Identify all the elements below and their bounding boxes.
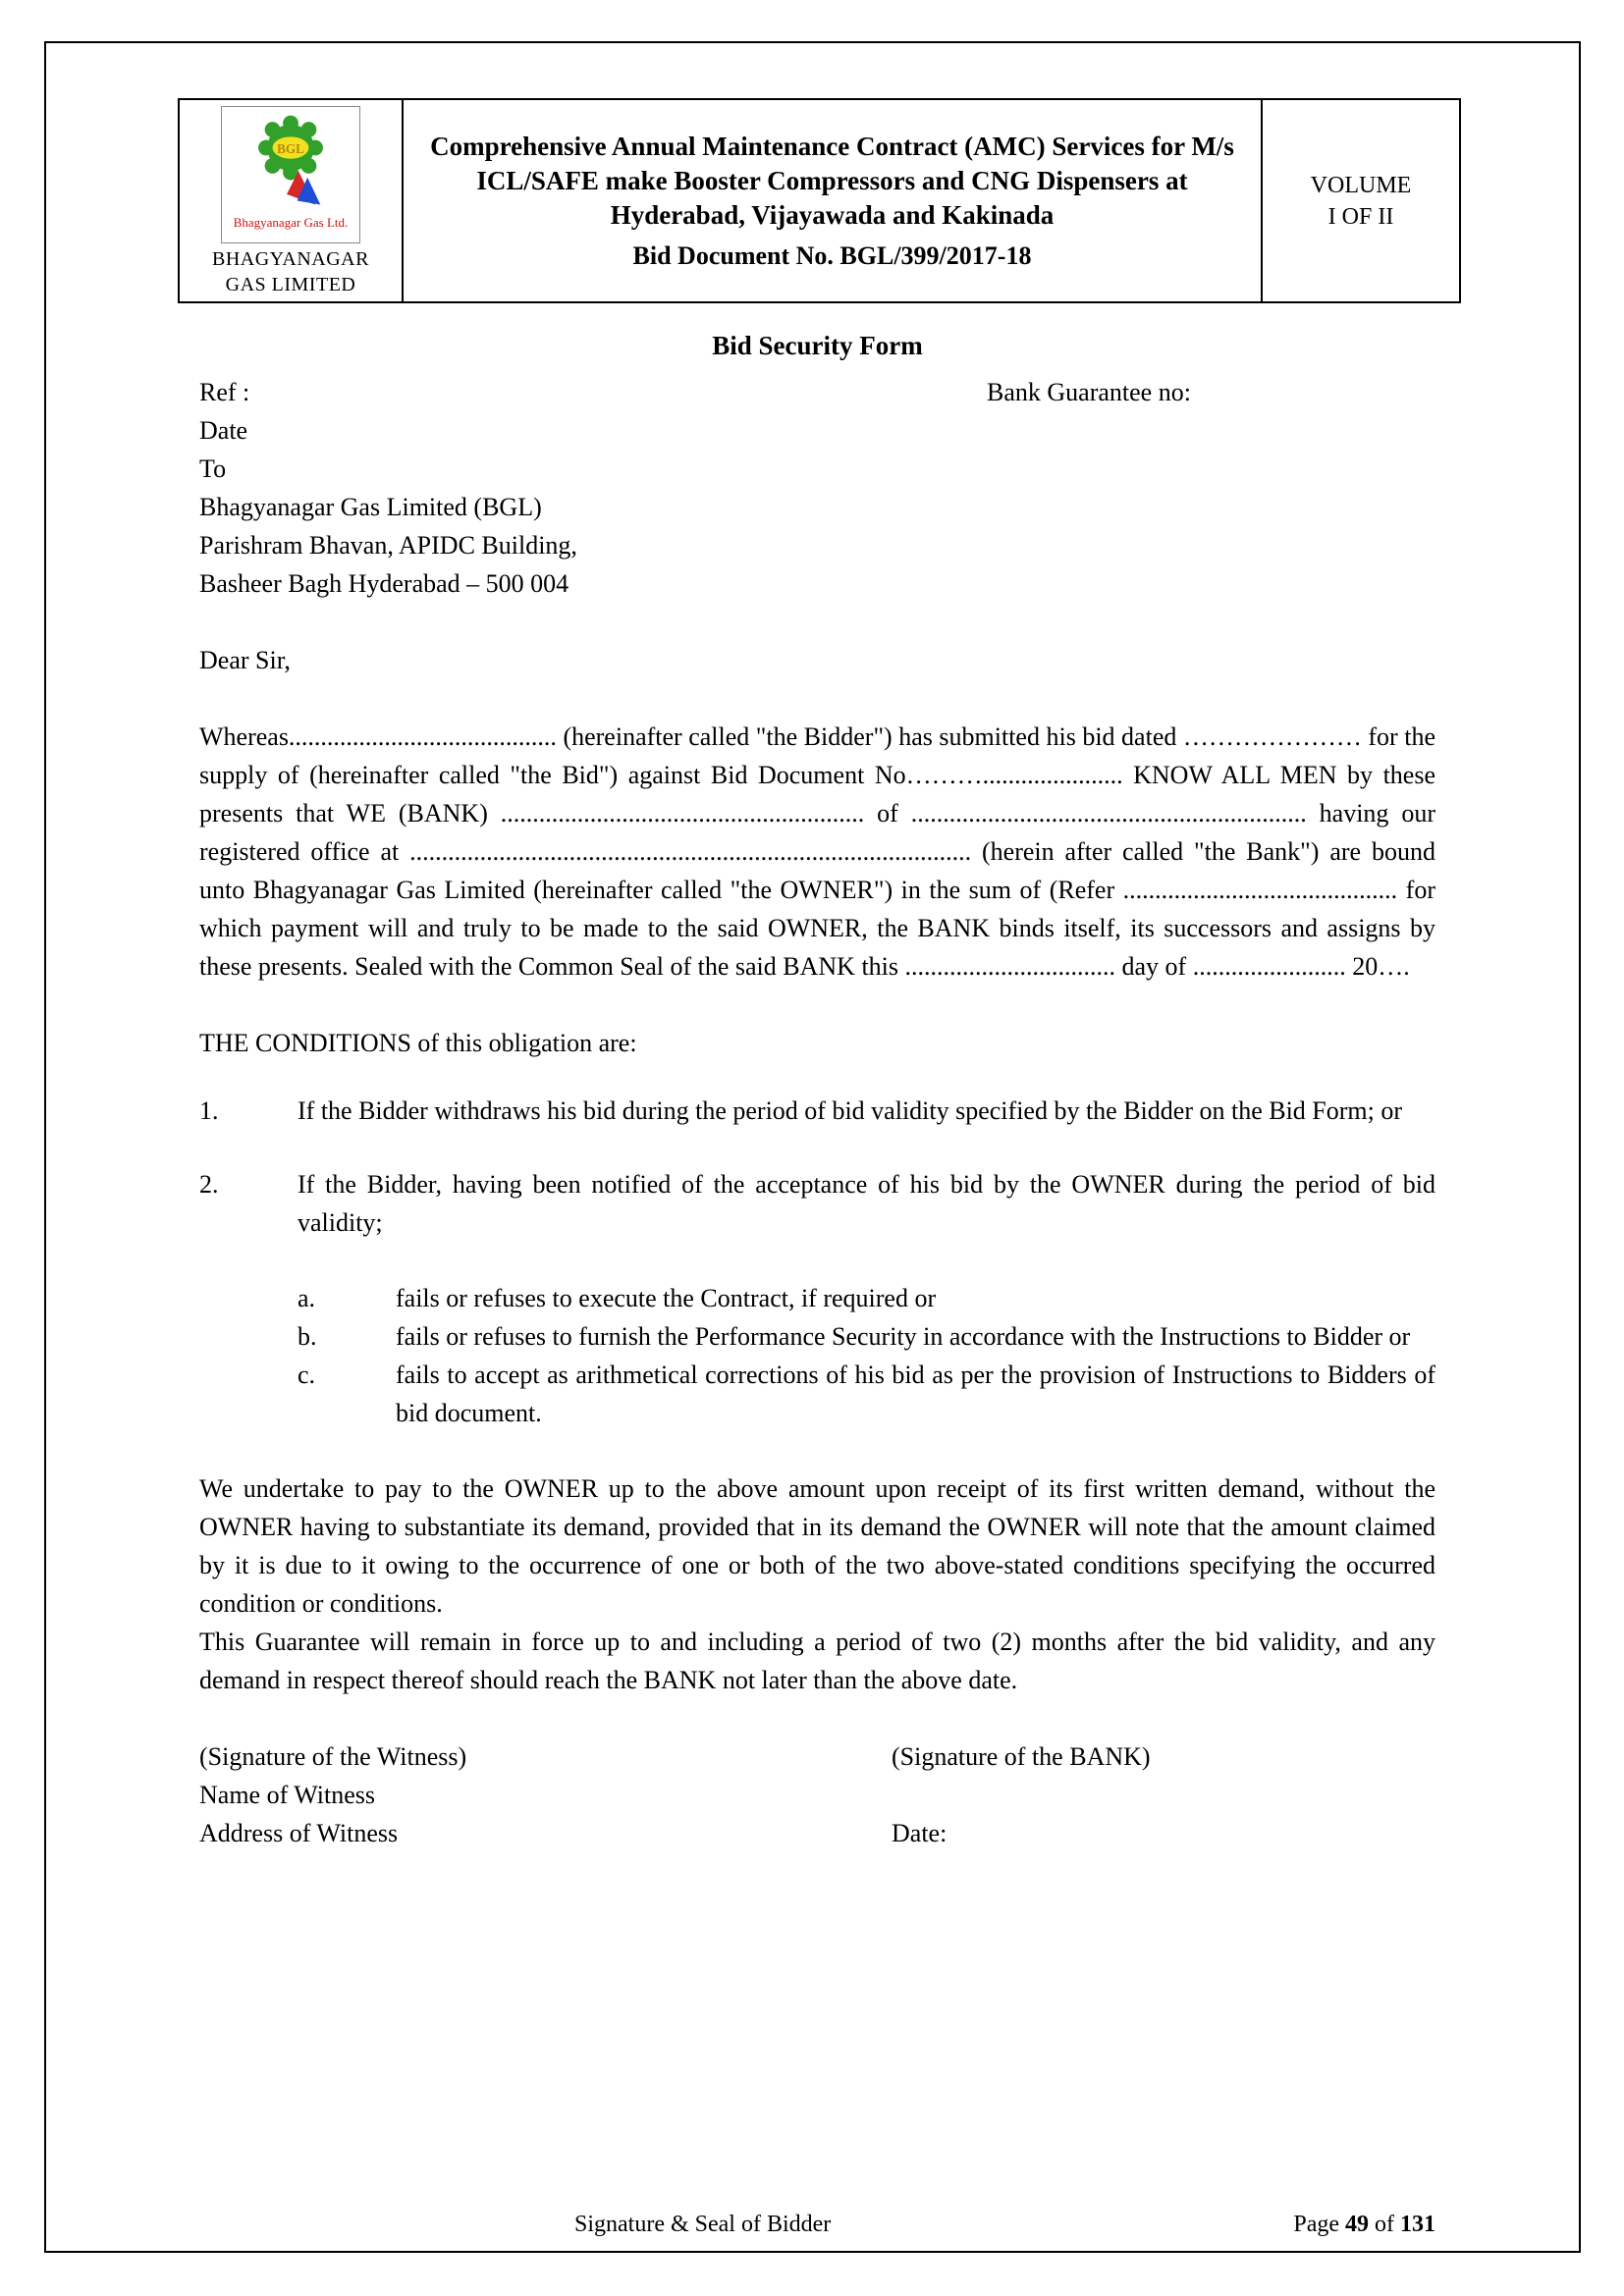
volume-cell	[1262, 99, 1460, 302]
volume-line1: VOLUME	[1310, 172, 1412, 198]
page-footer	[199, 2210, 1435, 2239]
page-total-value: 131	[1400, 2212, 1435, 2237]
title-cell	[403, 99, 1262, 302]
addressee-line: Basheer Bagh Hyderabad – 500 004	[199, 569, 569, 598]
witness-name-label: Name of Witness	[199, 1781, 375, 1809]
company-name-line2: GAS LIMITED	[225, 274, 356, 295]
sub-condition-text: fails to accept as arithmetical corrections of his bid as per the provision of Instructions to Bidders of bid document.	[396, 1361, 1435, 1427]
form-title: Bid Security Form	[712, 331, 923, 360]
witness-address-row	[199, 1814, 1435, 1852]
header-table	[178, 98, 1461, 303]
sub-condition-letter: b.	[298, 1322, 317, 1351]
bid-document-number: Bid Document No. BGL/399/2017-18	[632, 241, 1032, 270]
sub-condition-letter: c.	[298, 1361, 316, 1389]
of-word: of	[1375, 2212, 1394, 2237]
witness-signature-label: (Signature of the Witness)	[199, 1742, 467, 1771]
sub-condition-letter: a.	[298, 1284, 316, 1312]
sub-condition-text: fails or refuses to execute the Contract, if required or	[396, 1284, 937, 1312]
company-logo	[221, 106, 360, 243]
condition-item	[199, 1092, 1435, 1130]
company-name-line1: BHAGYANAGAR	[212, 248, 369, 270]
condition-number: 1.	[199, 1096, 219, 1125]
page-indicator	[1293, 2210, 1435, 2239]
company-name	[184, 246, 398, 297]
sub-conditions-list	[298, 1279, 1435, 1432]
condition-number: 2.	[199, 1170, 219, 1199]
bank-guarantee-label: Bank Guarantee no:	[987, 378, 1191, 406]
bank-signature-label: (Signature of the BANK)	[892, 1742, 1151, 1771]
page-word: Page	[1293, 2212, 1339, 2237]
guarantee-paragraph: This Guarantee will remain in force up to and including a period of two (2) months after the bid validity, and any demand in respect thereof should reach the BANK not later than the above date.	[199, 1628, 1435, 1694]
addressee-line: Bhagyanagar Gas Limited (BGL)	[199, 493, 542, 521]
ref-row	[199, 373, 1435, 411]
whereas-paragraph: Whereas.......................................... (hereinafter called "the Bidder") has submitted his bid dated ………………… for the supply of (hereinafter called "the Bid") against Bid Document No………...................... KNOW ALL MEN by these presents that WE (BANK) ......................................................... of .............................................................. having our registered office at ........................................................................................ (herein after called "the Bank") are bound unto Bhagyanagar Gas Limited (hereinafter called "the OWNER") in the sum of (Refer ........................................... for which payment will and truly to be made to the said OWNER, the BANK binds itself, its successors and assigns by these presents. Sealed with the Common Seal of the said BANK this ................................. day of ........................ 20….	[199, 722, 1435, 981]
signature-row	[199, 1737, 1435, 1776]
page-border	[44, 41, 1581, 2253]
condition-text: If the Bidder, having been notified of the acceptance of his bid by the OWNER during the period of bid validity;	[298, 1170, 1435, 1237]
salutation: Dear Sir,	[199, 646, 291, 674]
logo-cell	[179, 99, 403, 302]
ref-label: Ref :	[199, 378, 250, 406]
bidder-signature-label: Signature & Seal of Bidder	[574, 2212, 832, 2237]
undertake-paragraph: We undertake to pay to the OWNER up to the above amount upon receipt of its first written demand, without the OWNER having to substantiate its demand, provided that in its demand the OWNER will note that the amount claimed by it is due to it owing to the occurrence of one or both of the two above-stated conditions specifying the occurred condition or conditions.	[199, 1474, 1435, 1618]
condition-item	[199, 1165, 1435, 1242]
date-field-label: Date:	[892, 1819, 947, 1847]
bgl-emblem-icon	[225, 109, 356, 215]
document-title: Comprehensive Annual Maintenance Contract (AMC) Services for M/s ICL/SAFE make Booster Compressors and CNG Dispensers at Hyderabad, Vijayawada and Kakinada	[430, 132, 1234, 230]
sub-condition-item	[298, 1279, 1435, 1317]
conditions-header: THE CONDITIONS of this obligation are:	[199, 1029, 637, 1057]
sub-condition-item	[298, 1356, 1435, 1432]
sub-condition-text: fails or refuses to furnish the Performance Security in accordance with the Instructions to Bidder or	[396, 1322, 1411, 1351]
date-label: Date	[199, 416, 248, 445]
page-number-value: 49	[1345, 2212, 1369, 2237]
volume-line2: I OF II	[1327, 203, 1394, 230]
addressee-line: Parishram Bhavan, APIDC Building,	[199, 531, 577, 560]
logo-monogram: BGL	[277, 140, 304, 156]
sub-condition-item	[298, 1317, 1435, 1356]
witness-address-label: Address of Witness	[199, 1819, 399, 1847]
logo-caption: Bhagyanagar Gas Ltd.	[233, 215, 349, 230]
document-body	[199, 327, 1435, 1852]
condition-text: If the Bidder withdraws his bid during the period of bid validity specified by the Bidder on the Bid Form; or	[298, 1096, 1403, 1125]
to-label: To	[199, 454, 227, 483]
